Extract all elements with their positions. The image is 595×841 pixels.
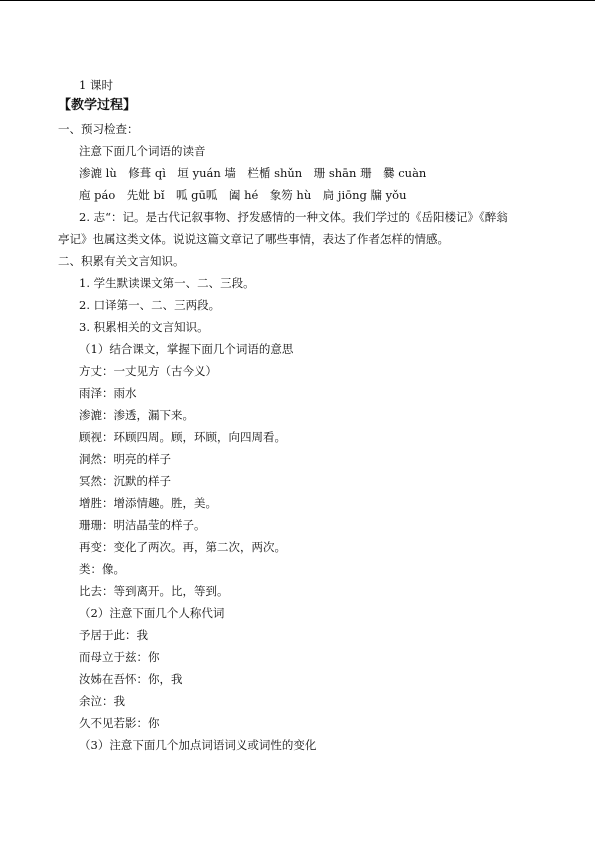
pronoun-line: 而母立于兹：你 <box>79 650 160 664</box>
vocab-line: 比去：等到离开。比，等到。 <box>79 584 229 598</box>
pronoun-line: 汝姊在吾怀：你，我 <box>79 672 183 686</box>
vocab-line: 渗漉：渗透，漏下来。 <box>79 408 194 422</box>
heading-classical-knowledge: 二、积累有关文言知识。 <box>58 254 185 268</box>
vocab-line: 类：像。 <box>79 562 125 576</box>
subheading: （1）结合课文，掌握下面几个词语的意思 <box>79 342 294 356</box>
pronoun-line: 余泣：我 <box>79 694 125 708</box>
vocab-line: 方丈：一丈见方（古今义） <box>79 364 217 378</box>
vocab-line: 珊珊：明洁晶莹的样子。 <box>79 518 206 532</box>
vocab-line: 再变：变化了两次。再，第二次，两次。 <box>79 540 286 554</box>
subheading: （3）注意下面几个加点词语词义或词性的变化 <box>79 738 317 752</box>
heading-preview-check: 一、预习检查： <box>58 122 139 136</box>
text-line: 亭记》也属这类文体。说说这篇文章记了哪些事情，表达了作者怎样的情感。 <box>58 232 449 246</box>
subheading: （2）注意下面几个人称代词 <box>79 606 225 620</box>
pronunciation-line: 渗漉 lù 修葺 qì 垣 yuán 墙 栏楯 shǔn 珊 shān 珊 爨 cuàn <box>79 166 427 180</box>
text-line: 3. 积累相关的文言知识。 <box>79 320 209 334</box>
text-line: 2. 口译第一、二、三两段。 <box>79 298 221 312</box>
pronunciation-line: 庖 páo 先妣 bǐ 呱 gū呱 阖 hé 象笏 hù 扃 jiōng 牖 yǒu <box>79 188 407 202</box>
text-line: 2. 志“：记。是古代记叙事物、抒发感情的一种文体。我们学过的《岳阳楼记》《醉翁 <box>79 210 508 224</box>
text-line: 注意下面几个词语的读音 <box>79 144 206 158</box>
lesson-count: 1 课时 <box>79 78 113 92</box>
text-line: 1. 学生默读课文第一、二、三段。 <box>79 276 255 290</box>
vocab-line: 洞然：明亮的样子 <box>79 452 171 466</box>
vocab-line: 雨泽：雨水 <box>79 386 137 400</box>
page-top-border <box>0 0 595 1</box>
pronoun-line: 久不见若影：你 <box>79 716 160 730</box>
vocab-line: 顾视：环顾四周。顾，环顾，向四周看。 <box>79 430 286 444</box>
vocab-line: 增胜：增添情趣。胜，美。 <box>79 496 217 510</box>
pronoun-line: 予居于此：我 <box>79 628 148 642</box>
section-heading: 【教学过程】 <box>58 98 137 113</box>
vocab-line: 冥然：沉默的样子 <box>79 474 171 488</box>
